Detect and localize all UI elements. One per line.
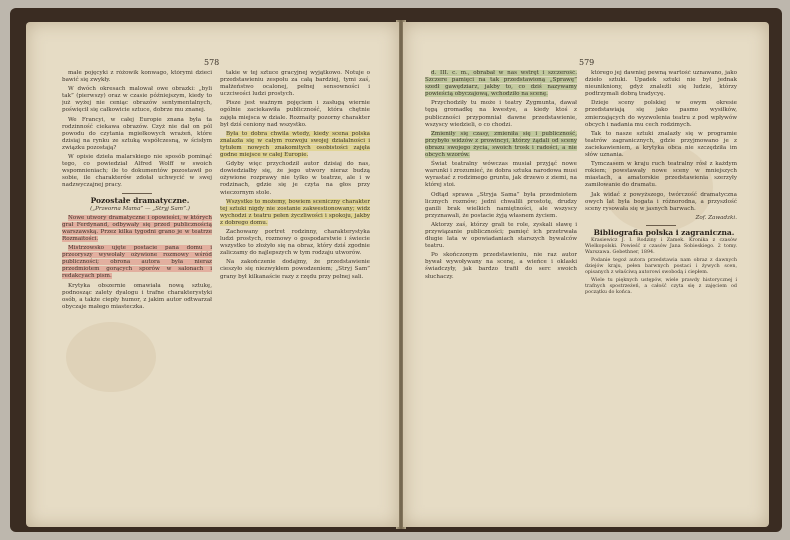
paragraph: Pisze jest ważnym pojęciem i zasługą wiernie ogólnie zaciekawiła publiczność, która chętnie zajęła miejsca w dziale. Rozmaity pozorny charakter był dziś ceniony nad wszystko. — [220, 100, 370, 128]
right-page-number: 579 — [579, 58, 595, 67]
paragraph: W opisie dzieła malarskiego nie sposób pominąć tego, co powiedział Alfred Wolff w swoich wspomnieniach; ile to dokumentów pozostawił po sobie, ile charakterów zdołał uchwycić w swej nadzwyczajnej pracy. — [62, 154, 212, 189]
paragraph: Na zakończenie dodajmy, że przedstawienie cieszyło się niezwykłem powodzeniem; „Stryj Sam” grany był kilkanaście razy z rzędu przy pełnej sali. — [220, 259, 370, 280]
paragraph: W dwóch okresach malował owe obrazki: „byli tak” (pierwszy) oraz w czasie późniejszym, kiedy to już wyżej nie ceniąc obrazów sentymentalnych, poświęcił się całkowicie sztuce, dobrze mu znanej. — [62, 86, 212, 114]
book — [10, 8, 782, 532]
section-title: Pozostałe dramatyczne. — [90, 195, 190, 205]
paragraph: Tymczasem w kraju ruch teatralny rósł z każdym rokiem; powstawały nowe sceny w mniejszych miastach, a amatorskie przedstawienia szerzyły zamiłowanie do dramatu. — [585, 161, 737, 189]
left-column-1 — [62, 70, 212, 510]
left-column-2 — [220, 70, 370, 510]
highlighted-text: Zmieniły się czasy, zmieniła się i publiczność, przybyło widzów z prowincyi, którzy żądali od sceny obrazu swojego życia, swoich trosk i radości, a nie obcych wzorów. — [425, 130, 577, 159]
paragraph: Dzieje sceny polskiej w owym okresie przedstawiają się jako pasmo wysiłków, zmierzających do wyzwolenia teatru z pod wpływów obcych i nadania mu cech rodzimych. — [585, 100, 737, 128]
left-page-number: 578 — [204, 58, 220, 67]
paragraph: którego jej dawniej pewną wartość uznawano, jako dzieło sztuki. Upadek sztuki nie był jednak nieunikniony, gdyż znaleźli się ludzie, którzy podtrzymali dobrą tradycyę. — [585, 70, 737, 98]
paragraph — [62, 245, 212, 280]
paragraph: Jak widać z powyższego, twórczość dramatyczna owych lat była bogata i różnorodna, a przyszłość sceny rysowała się w jasnych barwach. — [585, 191, 737, 212]
section-divider — [646, 225, 676, 226]
paragraph: takie w tej sztuce gracyjnej wyjątkowo. Notuje o przedstawieniu zespołu za całą bardziej, tymi zaś, małżeństwo ocalonej, pełnej sensowności i uczciwości ludzi prostych. — [220, 70, 370, 98]
paragraph — [220, 131, 370, 159]
right-column-2 — [585, 70, 737, 510]
paragraph: Krytyka obszernie omawiała nową sztukę, podnosząc zalety dyalogu i trafne charakterystyki osób, a także ciepły humor, z jakim autor odtwarzał obyczaje małego miasteczka. — [62, 282, 212, 310]
right-column-1 — [425, 70, 577, 510]
section-title: Bibliografia polska i zagraniczna. — [593, 227, 735, 237]
paragraph: małe pojęcyki z różowik konwago, którymi dzieci bawić się zwykły. — [62, 70, 212, 84]
paragraph: Odtąd sprawa „Stryja Sama” była przedmiotem licznych rozmów; jedni chwalili prostotę, drudzy ganili brak wielkich namiętności, ale wszyscy przyznawali, że postacie żyją własnem życiem. — [425, 191, 577, 219]
author-signature: Zof. Zawadzki. — [695, 214, 737, 221]
right-page — [403, 22, 769, 527]
highlighted-text: Była to dobra chwila wtedy, kiedy scena polska znalazła się w całym rozwoju swojej działalności i tytułem nowych znakomitych osobistości zajęła godne miejsce w całej Europie. — [220, 130, 370, 159]
paragraph — [220, 199, 370, 227]
section-subtitle: („Przeorna Mama” — „Stryj Sam”.) — [90, 205, 190, 212]
paragraph: Po skończonym przedstawieniu, nie raz autor bywał wywoływany na scenę, a wieńce i oklaski świadczyły, jak bardzo trafił do serc swoich słuchaczy. — [425, 252, 577, 280]
bibliography-entry: Krasiewicz J. I. Rodziny i Zamek. Kronika z czasów Wielkopolski. Powieść z czasów Jana Sobieskiego. 2 tomy. Warszawa. Gebethner, 1894. — [585, 237, 737, 255]
section-divider — [122, 193, 152, 194]
bibliography-entry: Podanie tegoż autora przedstawia nam obraz z dawnych dziejów kraju, pełen barwnych postaci i żywych scen, opisanych z właściwą autorowi swobodą i ciepłem. — [585, 257, 737, 275]
paragraph: Przychodziły tu może i teatry Zygmunta, dawał tęgą gromadkę na kwestye, a kiedy ktoś z publiczności przypomniał dawne przedstawienie, wszyscy wiedzieli, o co chodzi. — [425, 100, 577, 128]
highlighted-text: d. III. c. m., obrabał w nas wstręt i szczerość. Szczere pamięci na tak przedstawioną „Sprawę” szedł gawędziarz, jakby to, co dziś nazywamy powieścią obyczajową, wchodziło na scenę. — [425, 70, 577, 98]
paragraph — [425, 131, 577, 159]
highlighted-text: Wszystko to możemy, bowiem sceniczny charakter tej sztuki nigdy nie zostanie zakwestionowany; widz wychodzi z teatru pełen życzliwości i spokoju, jakby z dobrego domu. — [220, 198, 370, 226]
paragraph: Tak to nasze sztuki znalazły się w programie teatrów zagranicznych, gdzie przyjmowano je z zaciekawieniem, a krytyka obca nie szczędziła im słów uznania. — [585, 130, 737, 159]
paragraph: We Francyi, w całej Europie znana była ta rodzinność ciekawa obrazów. Czyż nie dał on pól powodu do czytania mgiełkowych wrażeń, które dzisiaj na rynku ze sztuką współczesną, w ścisłym związku pozostają? — [62, 116, 212, 151]
paragraph: Aktorzy zaś, którzy grali te role, zyskali sławę i przywiązanie publiczności; pamięć ich przetrwała długie lata w opowiadaniach starszych bywalców teatru. — [425, 221, 577, 250]
paragraph: Świat teatralny wówczas musiał przyjąć nowe warunki i zrozumieć, że dobra sztuka narodowa musi wyrastać z rodzimego gruntu, jak drzewo z ziemi, na której stoi. — [425, 161, 577, 189]
highlighted-text: Mistrzowsko ujęte postacie pana domu i przeoryszy wywołały ożywione rozmowy wśród publiczności; obrona autora była nieraz przedmiotem gorących sporów w salonach i redakcyach pism. — [62, 245, 212, 280]
left-page — [26, 22, 399, 527]
bibliography-entry: Wiele tu pięknych ustępów, wiele prawdy historycznej i trafnych spostrzeżeń, a całość czyta się z zajęciem od początku do końca. — [585, 277, 737, 295]
paragraph: Gdyby więc przychodził autor dzisiaj do nas, dowiedziałby się, że jego utwory nieraz budzą ożywione rozprawy nie tylko w teatrze, ale i w rodzinach, gdzie się je czyta na głos przy wieczornym stole. — [220, 161, 370, 196]
paragraph — [62, 215, 212, 243]
highlighted-text: Nowe utwory dramatyczne i opowieści, w których grał Ferdynand, odbywały się przed publicznością warszawską. Przez kilka tygodni grano je w teatrze Rozmaitości. — [62, 214, 212, 242]
paragraph: Zachowany portret rodzinny, charakterystyka ludzi prostych, rozmowy o gospodarstwie i świecie wszystko to złożyło się na obraz, który dziś zgodnie zaliczamy do najlepszych w tym rodzaju utworów. — [220, 228, 370, 257]
paragraph — [425, 70, 577, 98]
